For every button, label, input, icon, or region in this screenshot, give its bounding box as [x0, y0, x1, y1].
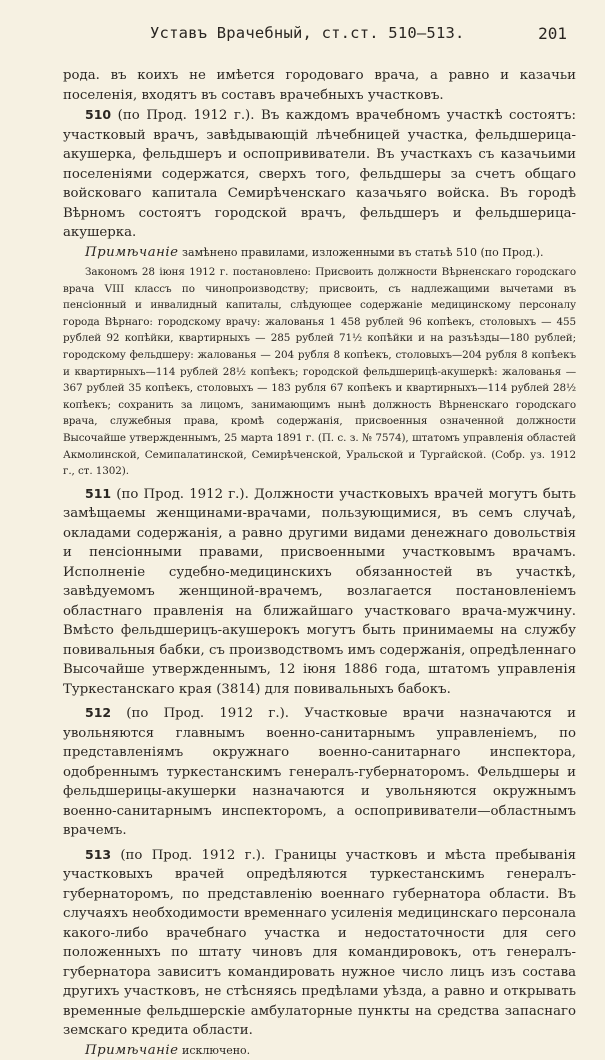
article-number: 513 [85, 846, 112, 862]
note-text: исключено. [178, 1043, 251, 1057]
article-number: 512 [85, 705, 112, 721]
article-511 [63, 484, 576, 700]
intro-paragraph: рода. въ коихъ не имѣется городоваго врача, а равно и казачьи поселенія, входятъ въ составъ врачебныхъ участковъ. [63, 68, 576, 103]
running-title: Уставъ Врачебный, ст.ст. 510—513. [150, 24, 465, 42]
articles-block [63, 484, 576, 1060]
note-513 [63, 1041, 576, 1060]
page-number: 201 [538, 24, 567, 43]
article-text: (по Прод. 1912 г.). Границы участковъ и мѣста пребыванія участковыхъ врачей опредѣляются туркестанскимъ генералъ-губернаторомъ, по представленію военнаго губернатора области. Въ случаяхъ необходимости временнаго усиленія медицинскаго персонала какого-либо врачебнаго участка и недостаточности для сего положенныхъ по штату чиновъ для командировокъ, отъ генералъ-губернатора зависитъ командировать нужное число лицъ изъ состава другихъ участковъ, не стѣсняясь предѣлами уѣзда, а равно и открывать временные фельдшерскіе амбулаторные пункты на средства запаснаго земскаго кредита области. [63, 847, 576, 1039]
law-paragraph: Закономъ 28 іюня 1912 г. постановлено: Присвоить должности Вѣрненскаго городскаго врача VIII классъ по чинопроизводству; присвоить, съ надлежащими вычетами въ пенсіонный и инвалидный капиталы, слѣдующее содержаніе медицинскому персоналу города Вѣрнаго: городскому врачу: жалованья 1 458 рублей 96 копѣекъ, столовыхъ — 455 рублей 92 копѣйки, квартирныхъ — 285 рублей 71½ копѣйки и на разъѣзды—180 рублей; городскому фельдшеру: жалованья — 204 рубля 8 копѣекъ, столовыхъ—204 рубля 8 копѣекъ и квартирныхъ—114 рублей 28½ копѣекъ; городской фельдшерицѣ-акушеркѣ: жалованья — 367 рублей 35 копѣекъ, столовыхъ — 183 рубля 67 копѣекъ и квартирныхъ—114 рублей 28½ копѣекъ; сохранить за лицомъ, занимающимъ нынѣ должность Вѣрненскаго городскаго врача, служебныя права, кромѣ содержанія, присвоенныя означенной должности Высочайше утвержденнымъ, 25 марта 1891 г. (П. с. з. № 7574), штатомъ управленія областей Акмолинской, Семипалатинской, Семирѣченской, Уральской и Тургайской. (Собр. уз. 1912 г., ст. 1302). [63, 266, 576, 478]
note-label: Примѣчаніе [85, 244, 179, 260]
main-text-block [63, 66, 576, 262]
article-513 [63, 845, 576, 1041]
article-number: 510 [85, 107, 112, 122]
article-text: (по Прод. 1912 г.). Въ каждомъ врачебномъ участкѣ состоятъ: участковый врачъ, завѣдывающій лѣчебницей участка, фельдшерица-акушерка, фельдшеръ и оспопрививатели. Въ участкахъ съ казачьими поселеніями содержатся, сверхъ того, фельдшеры за счетъ общаго войсковаго капитала Семирѣченскаго казачьяго войска. Въ городѣ Вѣрномъ состоятъ городской врачъ, фельдшеръ и фельдшерица-акушерка. [63, 108, 576, 240]
article-number: 511 [85, 485, 112, 501]
article-510 [63, 105, 576, 243]
article-512 [63, 703, 576, 841]
note-510 [63, 243, 576, 263]
note-label: Примѣчаніе [85, 1042, 179, 1058]
page-body [63, 66, 576, 1060]
note-text: замѣнено правилами, изложенными въ статьѣ 510 (по Прод.). [178, 245, 544, 259]
article-text: (по Прод. 1912 г.). Должности участковыхъ врачей могутъ быть замѣщаемы женщинами-врачами, пользующимися, въ семъ случаѣ, окладами содержанія, а равно другими видами денежнаго довольствія и пенсіонными правами, присвоенными участковымъ врачамъ. Исполненіе судебно-медицинскихъ обязанностей въ участкѣ, завѣдуемомъ женщиной-врачемъ, возлагается постановленіемъ областнаго правленія на ближайшаго участковаго врача-мужчину. Вмѣсто фельдшерицъ-акушерокъ могутъ быть принимаемы на службу повивальныя бабки, съ производствомъ имъ содержанія, опредѣленнаго Высочайше утвержденнымъ, 12 іюня 1886 года, штатомъ управленія Туркестанскаго края (3814) для повивальныхъ бабокъ. [63, 486, 576, 697]
article-text: (по Прод. 1912 г.). Участковые врачи назначаются и увольняются главнымъ военно-санитарнымъ управленіемъ, по представленіямъ окружнаго военно-санитарнаго инспектора, одобреннымъ туркестанскимъ генералъ-губернаторомъ. Фельдшеры и фельдшерицы-акушерки назначаются и увольняются окружнымъ военно-санитарнымъ инспекторомъ, а оспопрививатели—областнымъ врачемъ. [63, 706, 576, 839]
running-header [60, 22, 567, 46]
law-excerpt-block [63, 264, 576, 480]
